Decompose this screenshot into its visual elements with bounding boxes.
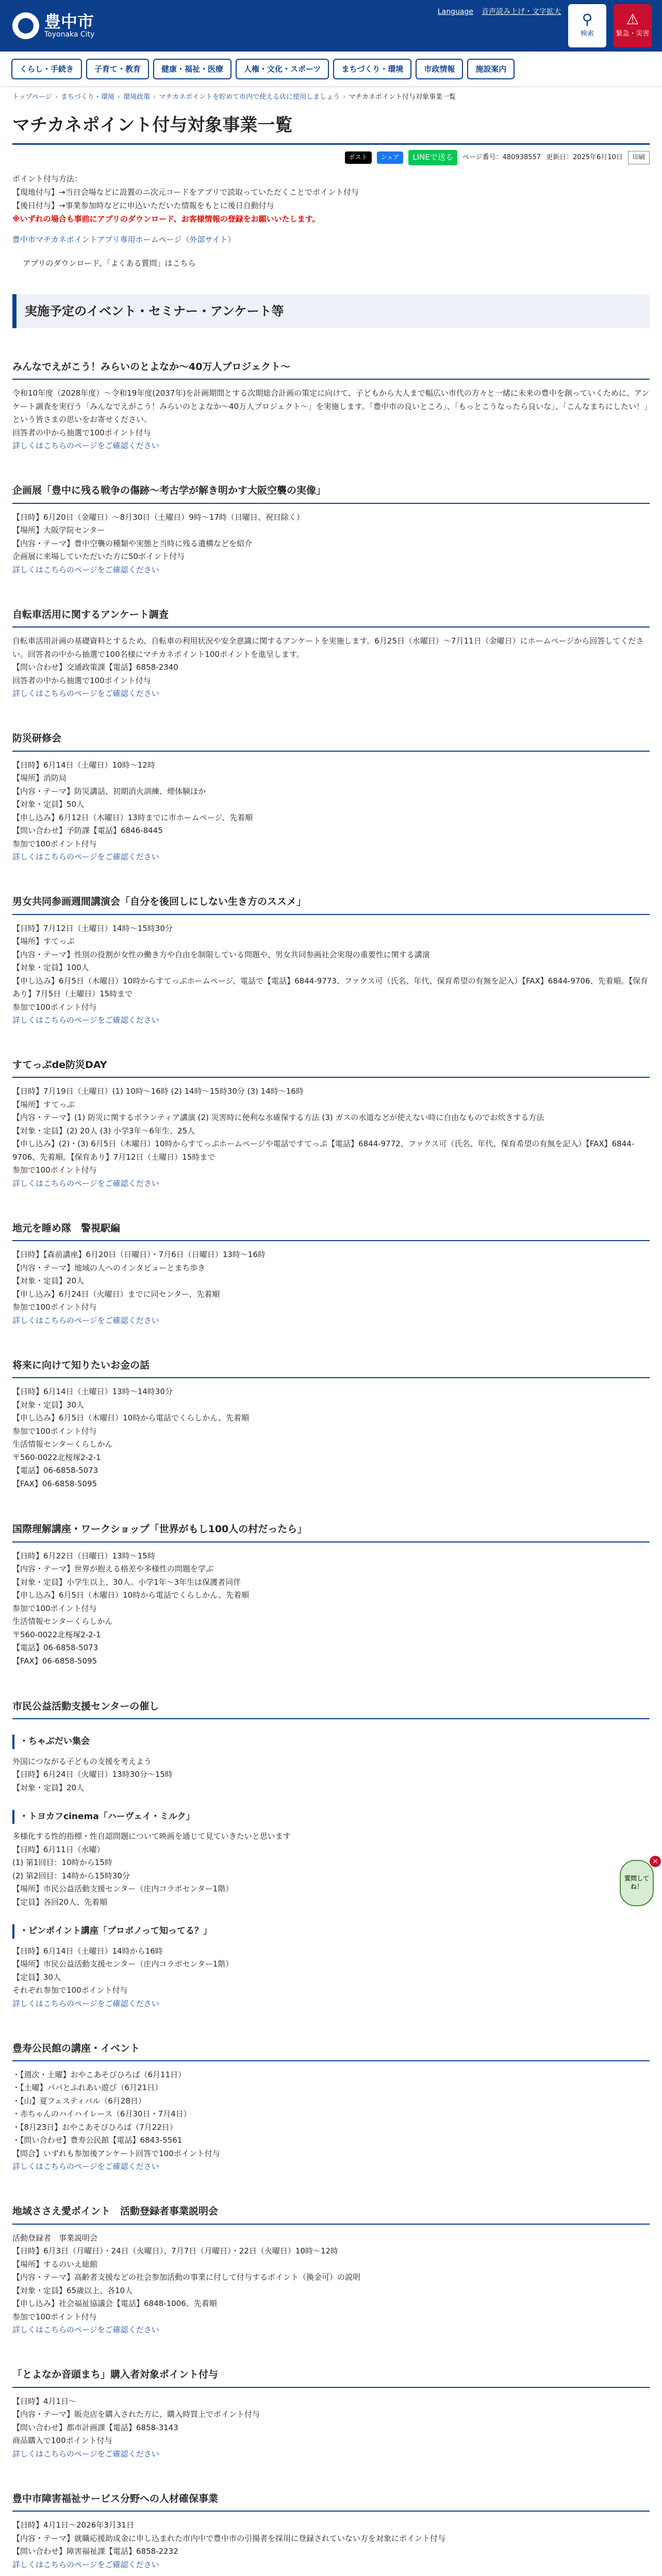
breadcrumb-separator: ›	[55, 93, 58, 101]
event-detail-line: 回答者の中から抽選で100ポイント付与	[12, 428, 151, 437]
event-detail-line: 【問い合わせ】予防課【電話】6846-8445	[12, 826, 163, 836]
intro	[12, 173, 650, 269]
breadcrumb-separator: ›	[153, 93, 156, 101]
event-detail-line: 【対象・定員】20人	[12, 1276, 85, 1286]
event-section	[12, 2204, 650, 2336]
event-detail-line: 【申し込み】6月5日（木曜日）10時からすてっぷホームページ、電話で【電話】6844-9773、ファクス可（氏名、年代、保育希望の有無を記入）【FAX】6844-9706、先着順。【保育あり】7月5日（土曜日）15時まで	[12, 976, 648, 999]
accessibility-link[interactable]: 音声読み上げ・文字拡大	[482, 8, 561, 16]
event-title: 豊中市障害福祉サービス分野への人材確保事業	[12, 2491, 650, 2512]
breadcrumb-item[interactable]: マチカネポイントを貯めて市内で使える店に使用しましょう	[159, 93, 340, 101]
search-button[interactable]	[568, 4, 606, 47]
event-detail-line: 令和10年度（2028年度）〜令和19年度(2037年)を計画期間とする次期総合計画の策定に向けて、子どもから大人まで幅広い市代の方々と一緒に未来の豊中を創っていくために、アンケート調査を実行う「みんなでえがこう！みらいのとよなか〜40万人プロジェクト〜」を実施します。「豊中市の良いところ」、「もっとこうなったら良いな」、「こんなまちにしたい！」という皆さまの思いをお寄せください。	[12, 388, 650, 425]
warning-icon: ⚠	[626, 10, 639, 28]
event-detail-line: 【日時】4月1日〜2026年3月31日	[12, 2520, 134, 2530]
event-detail-line: ・【問い合わせ】豊寿公民館【電話】6843-5561	[12, 2136, 183, 2145]
nav-item-facilities[interactable]: 施設案内	[467, 59, 515, 79]
event-detail-line: 【場所】すてっぷ	[12, 1099, 75, 1109]
event-detail-line: 【内容・テーマ】就職応援助成金に申し込まれた市内中で豊中市の引揚者を採用に登録されていない方を対象にポイント付与	[12, 2533, 446, 2543]
event-section	[12, 1057, 650, 1190]
event-list	[12, 359, 650, 2576]
event-detail-line: 【申し込み】(2)・(3) 6月5日（木曜日）10時からすてっぷホームページや電話ですてっぷ【電話】6844-9772、ファクス可（氏名、年代、保育希望の有無を記入）【FAX】6844-9706、先着順。【保育あり】7月12日（土曜日）15時まで	[12, 1139, 635, 1162]
details-link[interactable]: 詳しくはこちらのページをご確認ください	[12, 1015, 159, 1025]
breadcrumb-separator: ›	[117, 93, 121, 101]
event-detail-line: ・【山】夏フェスティバル（6月28日）	[12, 2096, 146, 2106]
chat-mascot[interactable]	[620, 1857, 658, 1927]
event-detail-line: 外国につながる子どもの支援を考えよう	[12, 1756, 152, 1766]
event-detail-line: それぞれ参加で100ポイント付与	[12, 1986, 128, 1995]
event-detail-line: (1) 第1回目：10時から15時	[12, 1858, 112, 1868]
breadcrumb	[0, 87, 662, 108]
sub-event-title: ・ちゃぶだい集会	[12, 1735, 650, 1749]
event-detail-line: 【日時】7月12日（土曜日）14時〜15時30分	[12, 923, 173, 933]
event-section	[12, 2041, 650, 2173]
event-detail-line: 【対象・定員】(2) 20人 (3) 小学3年〜6年生、25人	[12, 1126, 195, 1136]
page-meta	[12, 150, 650, 165]
breadcrumb-item[interactable]: トップページ	[12, 93, 52, 101]
event-detail-line: 参加で100ポイント付与	[12, 1002, 97, 1012]
site-logo[interactable]	[12, 12, 94, 39]
event-title: 地元を睡め隊 警視駅編	[12, 1221, 650, 1241]
event-detail-line: 【日時】6月14日（土曜日）13時〜14時30分	[12, 1387, 173, 1397]
event-section	[12, 1221, 650, 1327]
event-detail-line: 多様化する性的指標・性自認問題について映画を通じて見ていきたいと思います	[12, 1832, 291, 1841]
event-detail-line: 【申し込み】6月5日（木曜日）10時から電話でくらしかん、先着順	[12, 1590, 250, 1600]
event-section	[12, 1521, 650, 1668]
event-detail-line: 【場所】するのいえ総館	[12, 2259, 98, 2269]
details-link[interactable]: 詳しくはこちらのページをご確認ください	[12, 2325, 159, 2335]
details-link[interactable]: 詳しくはこちらのページをご確認ください	[12, 441, 159, 451]
event-detail-line: 【日時】6月14日（土曜日）10時〜12時	[12, 760, 155, 770]
breadcrumb-current: マチカネポイント付与対象事業一覧	[349, 93, 456, 101]
main-content	[0, 111, 662, 2576]
event-detail-line: 【対象・定員】100人	[12, 963, 89, 973]
app-homepage-link[interactable]: 豊中市マチカネポイントアプリ専用ホームページ（外部サイト）	[12, 234, 236, 244]
event-detail-line: 【場所】大阪学院センター	[12, 526, 105, 535]
event-detail-line: 【内容・テーマ】世界が抱える格差や多様性の問題を学ぶ	[12, 1564, 214, 1574]
details-link[interactable]: 詳しくはこちらのページをご確認ください	[12, 1315, 159, 1325]
event-detail-line: ・【8月23日】おやこあそびひろば（7月22日）	[12, 2122, 177, 2132]
event-detail-line: 【問合】いずれも参加後アンケート回答で100ポイント付与	[12, 2148, 220, 2158]
updated-date: 更新日：2025年6月10日	[546, 153, 623, 161]
event-title: 「とよなか音頭まち」購入者対象ポイント付与	[12, 2367, 650, 2387]
page-title: マチカネポイント付与対象事業一覧	[12, 111, 650, 145]
details-link[interactable]: 詳しくはこちらのページをご確認ください	[12, 565, 159, 574]
share-line-button[interactable]: LINEで送る	[408, 150, 457, 165]
event-detail-line: 【内容・テーマ】豊中空襲の種類や実態と当時に残る遺構などを紹介	[12, 538, 253, 548]
event-detail-line: 生活情報センターくらしかん	[12, 1439, 113, 1449]
mascot-label: 質問してね！	[620, 1860, 654, 1906]
event-section	[12, 1699, 650, 2009]
event-detail-line: 活動登録者 事業説明会	[12, 2233, 98, 2243]
language-link[interactable]: Language	[437, 8, 473, 16]
event-detail-line: 【日時】6月11日（水曜）	[12, 1844, 105, 1854]
breadcrumb-item[interactable]: 環境政策	[123, 93, 151, 101]
event-section	[12, 359, 650, 452]
emergency-button-label: 緊急・災害	[616, 29, 650, 38]
event-detail-line: 【FAX】06-6858-5095	[12, 1479, 97, 1488]
event-detail-line: 【内容・テーマ】(1) 防災に関するボランティア講演 (2) 災害時に便利な水確保する方法 (3) ガスの水道などが使えない時に自由なものでお炊きする方法	[12, 1113, 544, 1123]
event-detail-line: 参加で100ポイント付与	[12, 1603, 97, 1613]
details-link[interactable]: 詳しくはこちらのページをご確認ください	[12, 689, 159, 699]
emergency-button[interactable]	[614, 4, 652, 47]
nav-item-health[interactable]: 健康・福祉・医療	[153, 59, 231, 79]
event-detail-line: ・【土曜】パパとふれあい遊び（6月21日）	[12, 2083, 163, 2093]
event-detail-line: 【内容・テーマ】地域の人へのインタビューとまち歩き	[12, 1263, 206, 1273]
event-detail-line: ・【週次・土曜】おやこあそびひろば（6月11日）	[12, 2070, 186, 2079]
search-icon: ⚲	[582, 10, 593, 28]
event-title: 豊寿公民館の講座・イベント	[12, 2041, 650, 2061]
event-detail-line: 【申し込み】社会福祉協議会【電話】6848-1006、先着順	[12, 2299, 217, 2309]
event-detail-line: 【対象・定員】65歳以上、各10人	[12, 2285, 133, 2295]
event-section	[12, 2491, 650, 2571]
event-detail-line: 参加で100ポイント付与	[12, 2312, 97, 2321]
page-id: ページ番号：480938557	[462, 153, 541, 161]
event-detail-line: 参加で100ポイント付与	[12, 1302, 97, 1312]
event-detail-line: (2) 第2回目：14時から15時30分	[12, 1871, 130, 1880]
event-title: 国際理解講座・ワークショップ「世界がもし100人の村だったら」	[12, 1521, 650, 1542]
details-link[interactable]: 詳しくはこちらのページをご確認ください	[12, 1178, 159, 1188]
event-detail-line: 【内容・テーマ】販売店を購入された方に、購入時買上でポイント付与	[12, 2410, 260, 2419]
event-detail-line: 自転車活用計画の基礎資料とするため、自転車の利用状況や安全意識に関するアンケートを実施します。6月25日（水曜日）〜7月11日（金曜日）にホームページから回答してください。回答者の中から抽選で100名様にマチカネポイント100ポイントを進呈します。	[12, 636, 644, 659]
event-detail-line: ・赤ちゃんのハイハイレース（6月30日・7月4日）	[12, 2109, 191, 2119]
event-detail-line: 参加で100ポイント付与	[12, 1165, 97, 1175]
event-section	[12, 607, 650, 700]
search-button-label: 検索	[580, 29, 594, 38]
event-detail-line: 【日時】6月14日（土曜日）14時から16時	[12, 1946, 163, 1956]
event-detail-line: 参加で100ポイント付与	[12, 1426, 97, 1436]
nav-item-citygov[interactable]: 市政情報	[416, 59, 463, 79]
event-section	[12, 2367, 650, 2460]
event-title: すてっぷde防災DAY	[12, 1057, 650, 1078]
event-detail-line: 【場所】市民公益活動支援センター（庄内コラボセンター1階）	[12, 1884, 234, 1894]
details-link[interactable]: 詳しくはこちらのページをご確認ください	[12, 852, 159, 862]
intro-sub: アプリのダウンロード、「よくある質問」はこちら	[23, 258, 196, 268]
event-detail-line: 【日時】6月20日（金曜日）〜8月30日（土曜日）9時〜17時（日曜日、祝日除く）	[12, 512, 304, 522]
intro-line: 【現地付与】→当日会場などに設置のニ次元コードをアプリで読取っていただくことでポイント付与	[12, 187, 359, 197]
event-title: 地域ささえ愛ポイント 活動登録者事業説明会	[12, 2204, 650, 2224]
print-button[interactable]: 印刷	[628, 151, 650, 164]
sub-event-title: ・ピンポイント講座「プロボノって知ってる？」	[12, 1924, 650, 1938]
nav-item-culture[interactable]: 人権・文化・スポーツ	[236, 59, 329, 79]
intro-line: 【後日付与】→事業参加時などに申込いただいた情報をもとに後日自動付与	[12, 200, 274, 210]
event-detail-line: 【日時】7月19日（土曜日）(1) 10時〜16時 (2) 14時〜15時30分 (3) 14時〜16時	[12, 1087, 304, 1096]
event-title: 防災研修会	[12, 731, 650, 751]
event-title: 男女共同参画週間講演会「自分を後回しにしない生き方のススメ」	[12, 894, 650, 914]
logo-name: 豊中市	[44, 11, 94, 31]
event-detail-line: 〒560-0022北桜塚2-2-1	[12, 1452, 101, 1462]
event-detail-line: 【対象・定員】小学生以上、30人。小学1年〜3年生は保護者同伴	[12, 1577, 241, 1587]
event-detail-line: 参加で100ポイント付与	[12, 839, 97, 849]
event-detail-line: 〒560-0022北桜塚2-2-1	[12, 1630, 101, 1639]
event-title: みんなでえがこう！みらいのとよなか〜40万人プロジェクト〜	[12, 359, 650, 380]
close-icon[interactable]: ×	[650, 1856, 661, 1867]
city-emblem-icon	[12, 12, 39, 39]
breadcrumb-separator: ›	[343, 93, 346, 101]
site-header	[0, 0, 662, 52]
event-detail-line: 【電話】06-6858-5073	[12, 1466, 98, 1476]
section-heading: 実施予定のイベント・セミナー・アンケート等	[12, 294, 650, 328]
event-title: 自転車活用に関するアンケート調査	[12, 607, 650, 628]
details-link[interactable]: 詳しくはこちらのページをご確認ください	[12, 2449, 159, 2459]
event-detail-line: 【申し込み】6月24日（火曜日）までに同センター、先着順	[12, 1289, 220, 1299]
event-title: 市民公益活動支援センターの催し	[12, 1699, 650, 1719]
event-detail-line: 【FAX】06-6858-5095	[12, 1656, 97, 1666]
event-title: 将来に向けて知りたいお金の話	[12, 1358, 650, 1378]
event-detail-line: 【問い合わせ】障害福祉課【電話】6858-2232	[12, 2547, 178, 2556]
event-detail-line: 【対象・定員】50人	[12, 800, 85, 809]
event-detail-line: 【日時】4月1日〜	[12, 2396, 77, 2406]
intro-line: ポイント付与方法：	[12, 174, 82, 183]
event-section	[12, 1358, 650, 1490]
event-section	[12, 483, 650, 575]
intro-warning: ※いずれの場合も事前にアプリのダウンロード、お客様情報の登録をお願いいたします。	[12, 214, 320, 224]
event-detail-line: 【場所】すてっぷ	[12, 937, 75, 946]
event-title: 企画展「豊中に残る戦争の傷跡〜考古学が解き明かす大阪空襲の実像」	[12, 483, 650, 503]
event-detail-line: 【定員】30人	[12, 1972, 61, 1982]
nav-item-environment[interactable]: まちづくり・環境	[333, 59, 411, 79]
breadcrumb-item[interactable]: まちづくり・環境	[61, 93, 114, 101]
global-nav	[0, 52, 662, 87]
event-detail-line: 【日時】6月3日（月曜日）・24日（火曜日）、7月7日（月曜日）・22日（火曜日）10時〜12時	[12, 2246, 339, 2256]
event-detail-line: 【日時】6月22日（日曜日）13時〜15時	[12, 1551, 155, 1561]
logo-name-en: Toyonaka City	[44, 30, 95, 39]
nav-item-childcare[interactable]: 子育て・教育	[86, 59, 149, 79]
event-detail-line: 【内容・テーマ】高齢者支援などの社会参加活動の事業に付して付与するポイント（換金可）の説明	[12, 2273, 361, 2282]
event-detail-line: 回答者の中から抽選で100ポイント付与	[12, 675, 151, 685]
event-detail-line: 【電話】06-6858-5073	[12, 1643, 98, 1653]
event-detail-line: 【申し込み】6月5日（木曜日）10時から電話でくらしかん、先着順	[12, 1413, 250, 1423]
event-detail-line: 【場所】消防局	[12, 773, 67, 783]
share-facebook-button[interactable]: シェア	[377, 151, 404, 163]
event-detail-line: 企画展に来場していただいた方に50ポイント付与	[12, 552, 185, 562]
event-detail-line: 【日時】6月24日（火曜日）13時30分〜15時	[12, 1770, 173, 1780]
event-detail-line: 【内容・テーマ】防災講話、初期消火訓練、煙体験ほか	[12, 786, 206, 796]
event-detail-line: 【定員】各回20人、先着順	[12, 1897, 108, 1907]
nav-item-life[interactable]: くらし・手続き	[11, 59, 82, 79]
event-detail-line: 【問い合わせ】交通政策課【電話】6858-2340	[12, 663, 178, 672]
event-section	[12, 894, 650, 1026]
event-detail-line: 【日時】【森前講座】6月20日（日曜日）・7月6日（日曜日）13時〜16時	[12, 1250, 266, 1260]
event-detail-line: 【対象・定員】30人	[12, 1400, 85, 1410]
event-detail-line: 生活情報センターくらしかん	[12, 1617, 113, 1626]
details-link[interactable]: 詳しくはこちらのページをご確認ください	[12, 2162, 159, 2172]
event-detail-line: 【内容・テーマ】性別の役割が女性の働き方や自由を制限している問題や、男女共同参画社会実現の重要性に関する講演	[12, 950, 430, 959]
event-detail-line: 【問い合わせ】都市計画課【電話】6858-3143	[12, 2422, 178, 2432]
sub-event-title: ・トヨカフcinema「ハーヴェイ・ミルク」	[12, 1810, 650, 1824]
event-section	[12, 731, 650, 863]
share-x-button[interactable]: ポスト	[345, 151, 372, 163]
event-detail-line: 【対象・定員】20人	[12, 1783, 85, 1792]
event-detail-line: 【申し込み】6月12日（木曜日）13時までに市ホームページ、先着順	[12, 812, 253, 822]
details-link[interactable]: 詳しくはこちらのページをご確認ください	[12, 1998, 159, 2008]
event-detail-line: 商品購入で100ポイント付与	[12, 2436, 112, 2446]
details-link[interactable]: 詳しくはこちらのページをご確認ください	[12, 2560, 159, 2569]
event-detail-line: 【場所】市民公益活動支援センター（庄内コラボセンター1階）	[12, 1959, 234, 1969]
